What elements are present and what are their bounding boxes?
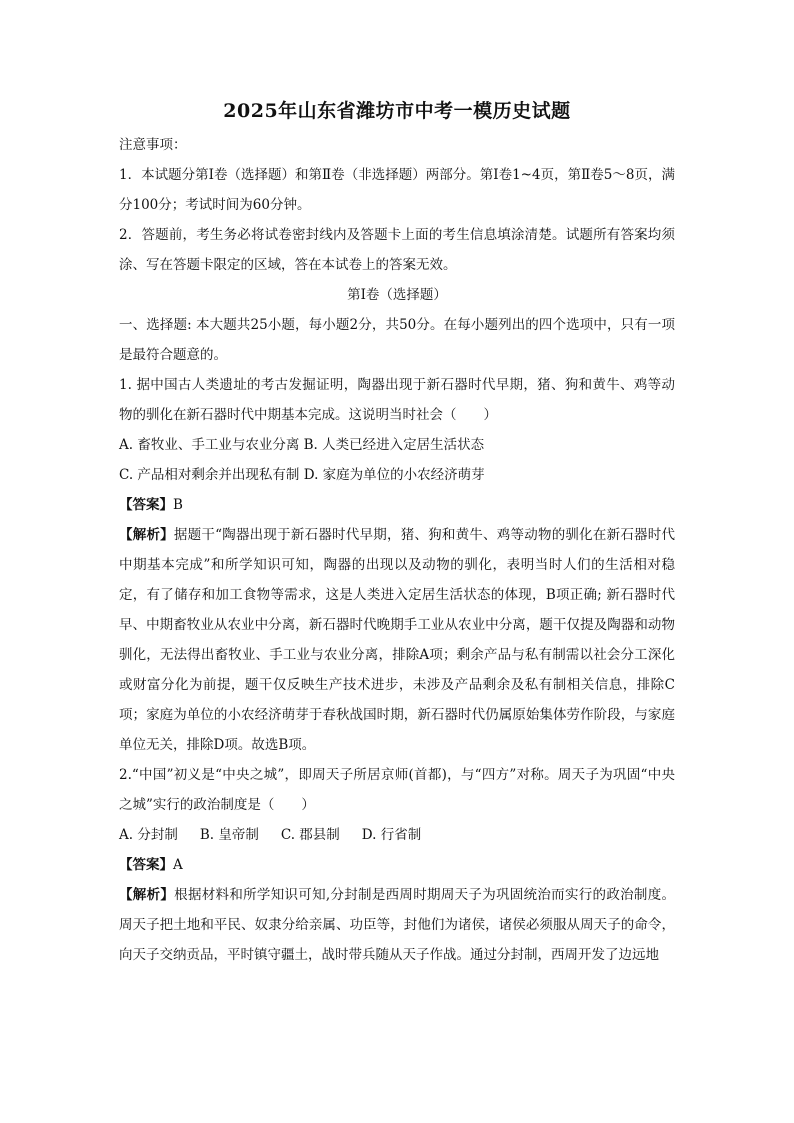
question-1: [119, 370, 675, 760]
answer-line: [119, 850, 675, 880]
exam-page: [119, 98, 675, 970]
answer-value: A: [173, 857, 183, 873]
analysis-text: [119, 880, 675, 970]
option-d: D. 行省制: [361, 827, 422, 843]
answer-value: B: [173, 497, 183, 513]
option-b: B. 皇帝制: [199, 827, 259, 843]
analysis-body: 据题干“陶器出现于新石器时代早期，猪、狗和黄牛、鸡等动物的驯化在新石器时代中期基本完成”和所学知识可知，陶器的出现以及动物的驯化，表明当时人们的生活相对稳定，有了储存和加工食物等需求，这是人类进入定居生活状态的体现，B项正确; 新石器时代早、中期畜牧业从农业中分离，新石器时代晚期手工业从农业中分离，题干仅提及陶器和动物驯化，无法得出畜牧业、手工业与农业分离，排除A项；剩余产品与私有制需以社会分工深化或财富分化为前提，题干仅反映生产技术进步，未涉及产品剩余及私有制相关信息，排除C项；家庭为单位的小农经济萌芽于春秋战国时期，新石器时代仍属原始集体劳作阶段，与家庭单位无关，排除D项。故选B项。: [119, 527, 676, 753]
notice-heading: 注意事项：: [119, 137, 187, 153]
analysis-body: 根据材料和所学知识可知,分封制是西周时期周天子为巩固统治而实行的政治制度。周天子把土地和平民、奴隶分给亲属、功臣等，封他们为诸侯，诸侯必须服从周天子的命令，向天子交纳贡品，平时镇守疆土，战时带兵随从天子作战。通过分封制，西周开发了边远地: [119, 887, 675, 963]
notice-item-2: 2．答题前，考生务必将试卷密封线内及答题卡上面的考生信息填涂清楚。试题所有答案均须涂、写在答题卡限定的区域，答在本试卷上的答案无效。: [119, 227, 675, 273]
option-c: C. 郡县制: [280, 827, 340, 843]
section-title: 第Ⅰ卷（选择题）: [347, 287, 447, 303]
options-line: A. 畜牧业、手工业与农业分离 B. 人类已经进入定居生活状态: [119, 437, 485, 453]
analysis-text: [119, 520, 675, 760]
options-line: C. 产品相对剩余并出现私有制 D. 家庭为单位的小农经济萌芽: [119, 467, 485, 483]
option-a: A. 分封制: [119, 827, 178, 843]
question-stem: 2.“中国”初义是“中央之城”，即周天子所居京师(首都)，与“四方”对称。周天子为巩固“中央之城”实行的政治制度是（ ）: [119, 767, 675, 813]
analysis-label: 【解析】: [119, 887, 175, 903]
question-2: [119, 760, 675, 970]
analysis-label: 【解析】: [119, 527, 174, 543]
section-instruction: 一、选择题: 本大题共25小题，每小题2分，共50分。在每小题列出的四个选项中，只有一项是最符合题意的。: [119, 317, 675, 363]
answer-line: [119, 490, 675, 520]
options-line: [119, 820, 675, 850]
notice-item-1: 1．本试题分第Ⅰ卷（选择题）和第Ⅱ卷（非选择题）两部分。第Ⅰ卷1~4页，第Ⅱ卷5～8页，满分100分；考试时间为60分钟。: [119, 167, 675, 213]
page-title: 2025年山东省潍坊市中考一模历史试题: [223, 100, 571, 122]
answer-label: 【答案】: [119, 857, 173, 873]
answer-label: 【答案】: [119, 497, 173, 513]
question-stem: 1. 据中国古人类遗址的考古发掘证明，陶器出现于新石器时代早期，猪、狗和黄牛、鸡等动物的驯化在新石器时代中期基本完成。这说明当时社会（ ）: [119, 377, 675, 423]
